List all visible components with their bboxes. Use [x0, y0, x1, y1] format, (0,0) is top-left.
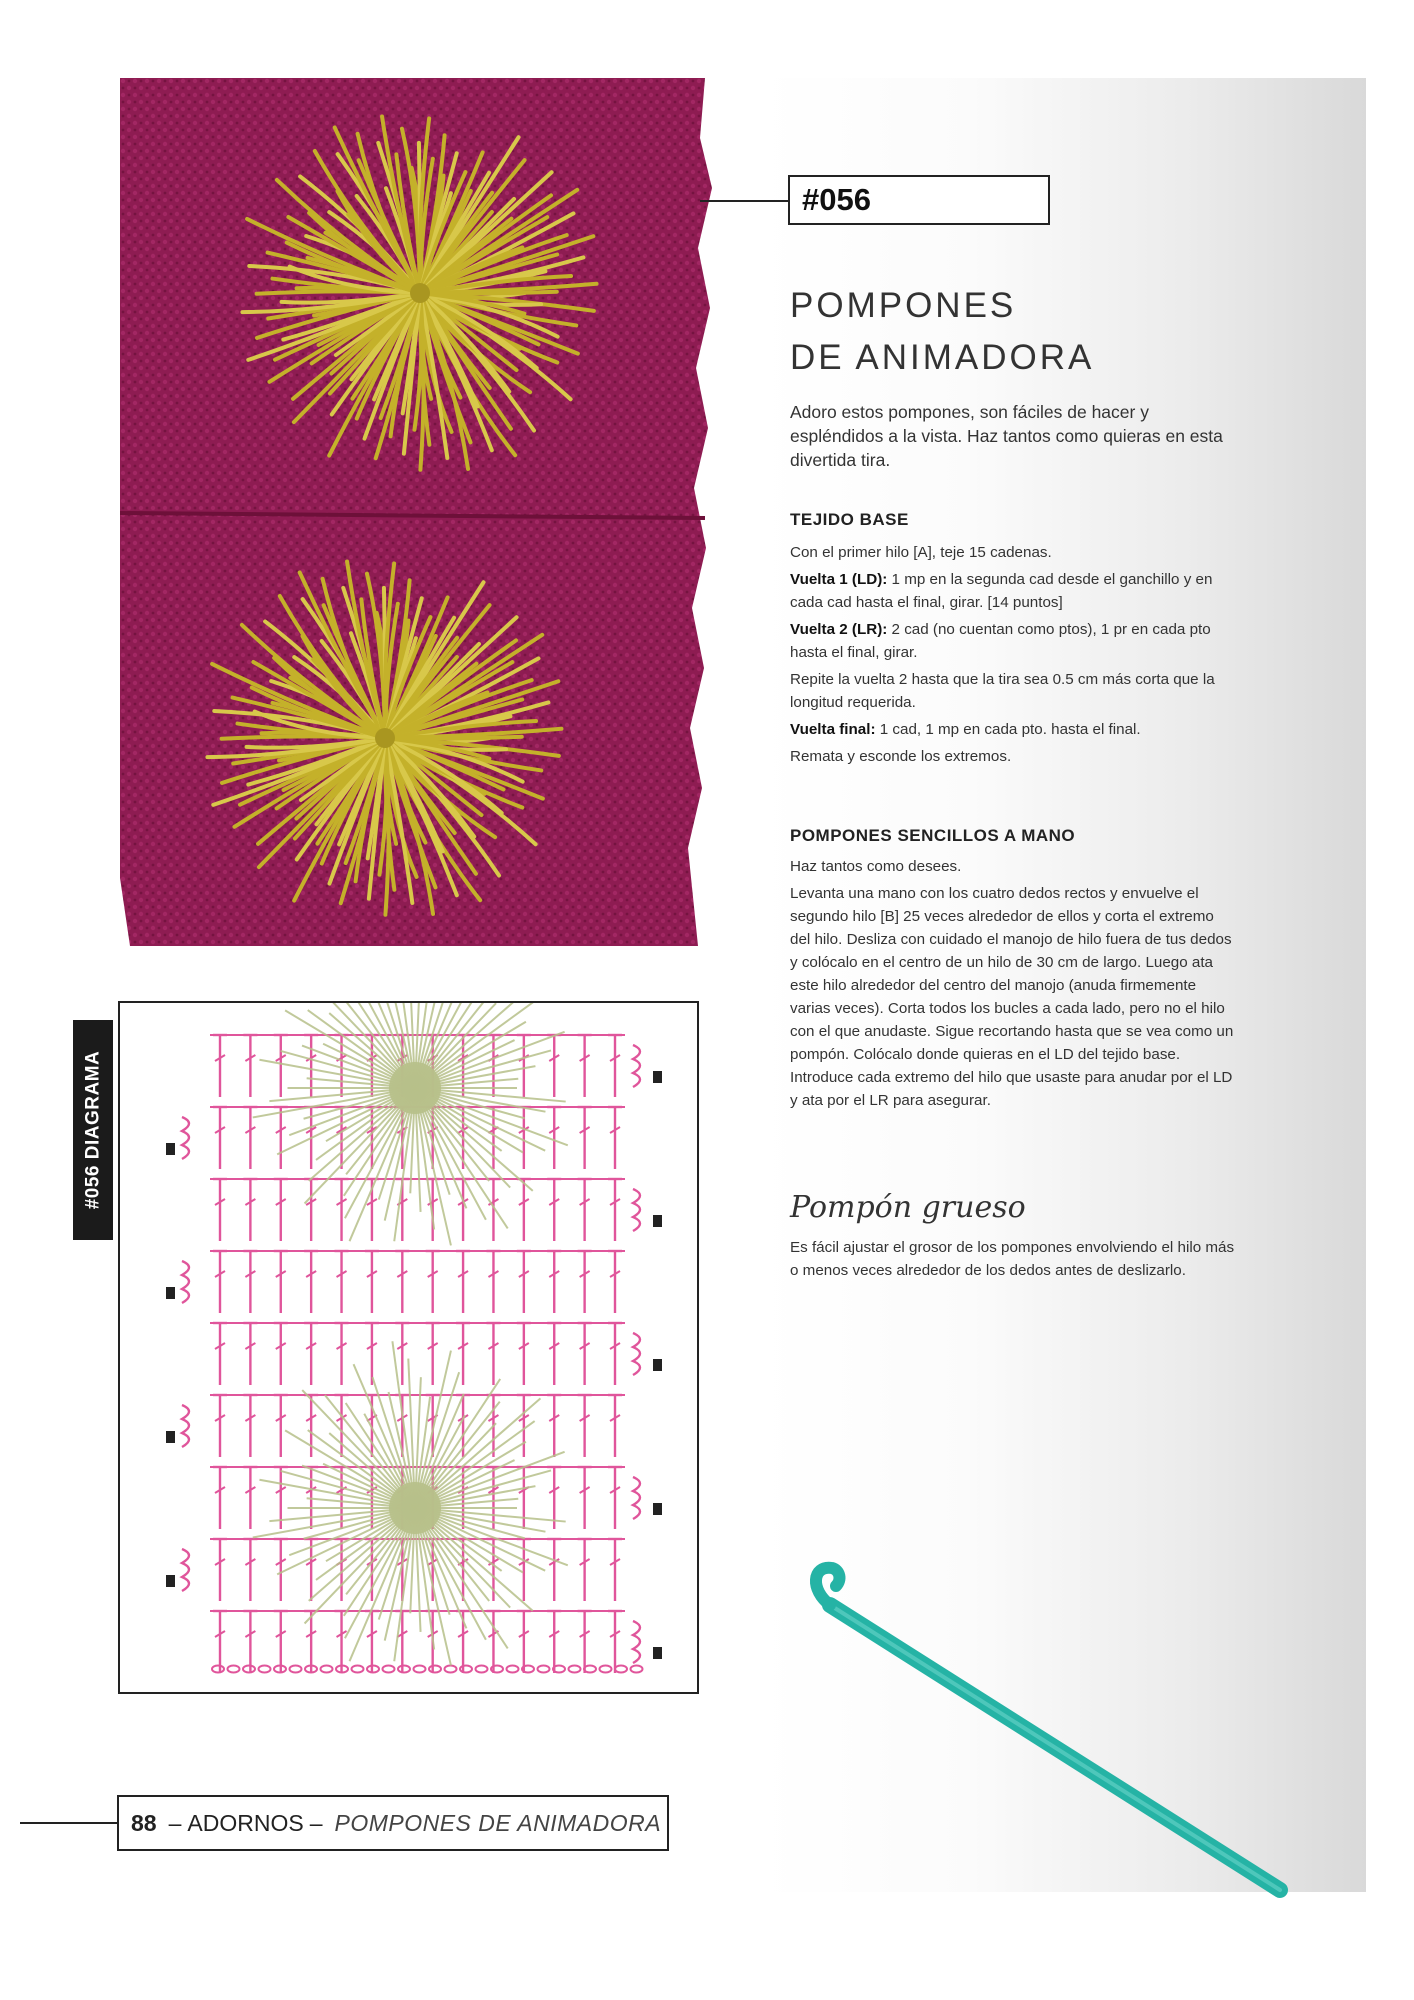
footer-page-title: POMPONES DE ANIMADORA	[334, 1809, 662, 1836]
row-marker	[653, 1359, 662, 1371]
vuelta-1-label: Vuelta 1 (LD):	[790, 571, 888, 588]
turning-chain	[633, 1621, 640, 1663]
footer-separator-1: –	[168, 1809, 182, 1836]
diagram-pompom-center	[389, 1062, 441, 1114]
foundation-chain	[383, 1666, 395, 1673]
tejido-base-heading: TEJIDO BASE	[790, 510, 909, 529]
crochet-hook-illustration	[800, 1560, 1320, 1900]
foundation-chain	[507, 1666, 519, 1673]
tip-text: Es fácil ajustar el grosor de los pompones envolviendo el hilo más o menos veces alrededor de los dedos antes de deslizarlo.	[790, 1239, 1235, 1279]
row-marker	[166, 1287, 175, 1299]
vuelta-1	[790, 568, 1238, 614]
diagram-pompom-center	[389, 1482, 441, 1534]
turning-chain	[633, 1045, 640, 1087]
vuelta-2	[790, 618, 1238, 664]
row-marker	[653, 1071, 662, 1083]
product-photo	[120, 78, 712, 946]
turning-chain	[182, 1117, 189, 1159]
row-marker	[166, 1431, 175, 1443]
title-line-1: POMPONES	[790, 286, 1017, 325]
pattern-number: #056	[788, 175, 1050, 225]
vuelta-final-text: 1 cad, 1 mp en cada pto. hasta el final.	[875, 721, 1141, 738]
foundation-chain	[569, 1666, 581, 1673]
foundation-chain	[460, 1666, 472, 1673]
foundation-chain	[615, 1666, 627, 1673]
page-title	[790, 280, 1290, 384]
turning-chain	[633, 1189, 640, 1231]
pompones-body: Levanta una mano con los cuatro dedos rectos y envuelve el segundo hilo [B] 25 veces alrededor de ellos y corta el extremo del hilo. Desliza con cuidado el manojo de hilo fuera de tus dedos y colócalo en el centro de un hilo de 30 cm de largo. Luego ata este hilo alrededor del centro del manojo (anuda firmemente varias veces). Corta todos los bucles a cada lado, pero no el hilo con el que anudaste. Sigue recortando hasta que se vea como un pompón. Colócalo donde quieras en el LD del tejido base. Introduce cada extremo del hilo que usaste para anudar por el LD y ata por el LR para asegurar.	[790, 885, 1234, 1109]
row-marker	[166, 1143, 175, 1155]
foundation-chain	[228, 1666, 240, 1673]
turning-chain	[182, 1261, 189, 1303]
page-number: 88	[131, 1809, 157, 1836]
foundation-chain	[212, 1666, 224, 1673]
page-footer	[117, 1795, 669, 1851]
turning-chain	[182, 1405, 189, 1447]
turning-chain	[633, 1333, 640, 1375]
foundation-chain	[259, 1666, 271, 1673]
tip-title: Pompón grueso	[790, 1190, 1026, 1225]
pompones-heading: POMPONES SENCILLOS A MANO	[790, 826, 1076, 845]
pompom-center	[410, 283, 430, 303]
repeat-instruction: Repite la vuelta 2 hasta que la tira sea 0.5 cm más corta que la longitud requerida.	[790, 671, 1215, 711]
vuelta-final	[790, 718, 1238, 741]
turning-chain	[182, 1549, 189, 1591]
pompom-center	[375, 728, 395, 748]
vuelta-final-label: Vuelta final:	[790, 721, 876, 738]
row-marker	[166, 1575, 175, 1587]
foundation-chain	[414, 1666, 426, 1673]
footer-connector-line	[20, 1822, 118, 1824]
foundation-chain	[631, 1666, 643, 1673]
title-line-2: DE ANIMADORA	[790, 338, 1095, 377]
tejido-base-instructions	[790, 541, 1238, 772]
tag-connector-line	[700, 200, 788, 202]
vuelta-1-text: 1 mp en la segunda cad desde el ganchillo y en cada cad hasta el final, girar. [14 puntos]	[790, 571, 1213, 611]
pompones-instructions	[790, 855, 1238, 1116]
diagram-label-text: #056 DIAGRAMA	[82, 1050, 104, 1210]
foundation-chain	[476, 1666, 488, 1673]
turning-chain	[633, 1477, 640, 1519]
foundation-chain	[429, 1666, 441, 1673]
footer-separator-2: –	[309, 1809, 323, 1836]
tejido-line-1: Con el primer hilo [A], teje 15 cadenas.	[790, 544, 1052, 561]
row-marker	[653, 1503, 662, 1515]
diagram-side-label	[73, 1020, 113, 1240]
foundation-chain	[538, 1666, 550, 1673]
foundation-chain	[600, 1666, 612, 1673]
vuelta-2-text: 2 cad (no cuentan como ptos), 1 pr en cada pto hasta el final, girar.	[790, 621, 1211, 661]
foundation-chain	[352, 1666, 364, 1673]
row-marker	[653, 1647, 662, 1659]
finish-instruction: Remata y esconde los extremos.	[790, 748, 1012, 765]
foundation-chain	[398, 1666, 410, 1673]
foundation-chain	[321, 1666, 333, 1673]
foundation-chain	[445, 1666, 457, 1673]
stitch-diagram	[118, 1001, 699, 1694]
footer-section: ADORNOS	[187, 1809, 304, 1836]
pompones-line-1: Haz tantos como desees.	[790, 858, 962, 875]
foundation-chain	[290, 1666, 302, 1673]
foundation-chain	[243, 1666, 255, 1673]
intro-paragraph: Adoro estos pompones, son fáciles de hacer y espléndidos a la vista. Haz tantos como quieras en esta divertida tira.	[790, 402, 1223, 470]
row-marker	[653, 1215, 662, 1227]
vuelta-2-label: Vuelta 2 (LR):	[790, 621, 888, 638]
